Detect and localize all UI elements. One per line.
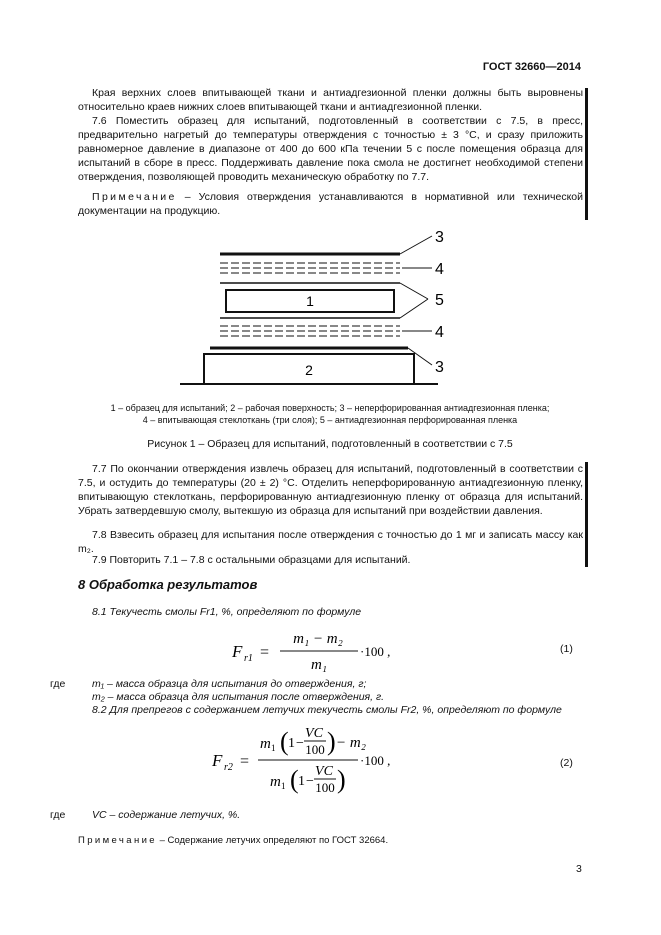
eq2-num-minus: −: [296, 736, 304, 751]
m1-definition: m₁ – масса образца для испытания до отверждения, г;: [92, 678, 367, 690]
revision-bar-top: [585, 88, 588, 220]
sample-label: 1: [306, 293, 314, 309]
eq2-num-m1-sub: 1: [271, 743, 276, 753]
eq2-den-minus: −: [306, 774, 314, 789]
eq1-lhs-sub: r1: [244, 653, 253, 664]
eq2-num-minus-m2: − m₂: [336, 735, 366, 751]
eq2-den-vc: VC: [315, 764, 333, 779]
eq2-den-rparen: ): [337, 765, 346, 794]
figure-1-diagram: [170, 222, 470, 387]
eq2-lhs: F: [212, 751, 223, 770]
eq2-num-rparen: ): [327, 727, 336, 756]
paragraph-7-9: 7.9 Повторить 7.1 – 7.8 с остальными образцами для испытаний.: [92, 554, 411, 566]
equation-1-number: (1): [560, 643, 573, 655]
eq2-den-m1-sub: 1: [281, 781, 286, 791]
eq1-lhs: F: [232, 642, 243, 661]
eq2-den-hundred: 100: [315, 780, 335, 795]
eq2-den-lparen: (: [290, 765, 299, 794]
vc-definition: VC – содержание летучих, %.: [92, 809, 241, 821]
m2-definition: m₂ – масса образца для испытания после отверждения, г.: [92, 691, 385, 703]
callout-3-bottom: 3: [435, 359, 444, 376]
eq1-equals: =: [260, 644, 270, 661]
paragraph-edges: Края верхних слоев впитывающей ткани и антиадгезионной пленки должны быть выровнены относительно краев нижних слоев впитывающей ткани и антиадгезионной пленки.: [78, 87, 583, 113]
paragraph-8-1: 8.1 Текучесть смолы Fr1, %, определяют по формуле: [92, 606, 362, 618]
eq2-num-one: 1: [288, 736, 295, 751]
revision-bar-bottom: [585, 462, 588, 567]
callout-numbers: [435, 229, 444, 376]
eq2-mult: ·100 ,: [360, 753, 391, 768]
equation-2-number: (2): [560, 757, 573, 769]
note-2: [78, 834, 388, 848]
eq1-numerator: m₁ − m₂: [293, 631, 343, 647]
eq2-num-lparen: (: [280, 727, 289, 756]
formula-1: [230, 625, 390, 675]
note-1-text: – Условия отверждения устанавливаются в нормативной или технической документации на продукцию.: [78, 191, 583, 217]
surface-label: 2: [305, 362, 313, 378]
eq2-num-m1: m: [260, 736, 271, 752]
eq2-num-vc: VC: [305, 726, 323, 741]
figure-legend: [60, 402, 600, 426]
callout-3-top: 3: [435, 229, 444, 246]
note-2-text: – Содержание летучих определяют по ГОСТ 32664.: [157, 835, 389, 846]
bottom-fabric-layers: [220, 326, 400, 336]
eq1-mult: ·100 ,: [360, 644, 390, 659]
eq2-lhs-sub: r2: [224, 762, 233, 773]
section-8-title: 8 Обработка результатов: [78, 577, 258, 592]
standard-header: ГОСТ 32660—2014: [482, 61, 581, 73]
eq2-den-m1: m: [270, 774, 281, 790]
callout-4-top: 4: [435, 261, 444, 278]
leader-lines: [400, 236, 432, 365]
eq2-den-one: 1: [298, 774, 305, 789]
formula-2: [210, 720, 400, 802]
paragraph-7-7: 7.7 По окончании отверждения извлечь образец для испытаний, подготовленный в соответствии с 7.5, и остудить до температуры (20 ± 2) °С. Отделить неперфорированную антиадгезионную пленку, впитывающую стеклоткань, перфорированную антиадгезионную пленку от образца для испытаний. Убрать затвердевшую смолу, вытекшую из образца для испытаний при воздействии давления.: [78, 463, 583, 517]
paragraph-8-2: 8.2 Для препрегов с содержанием летучих текучесть смолы Fr2, %, определяют по формуле: [92, 704, 562, 716]
legend-line-2: 4 – впитывающая стеклоткань (три слоя); 5 – антиадгезионная перфорированная пленка: [142, 415, 518, 425]
paragraph-7-6: 7.6 Поместить образец для испытаний, подготовленный в соответствии с 7.5, в пресс, предварительно нагретый до температуры отверждения с точностью ± 3 °С, и сразу приложить равномерное давление в диапазоне от 400 до 600 кПа течении 5 с после помещения образца для испытаний в сборе в пресс. Поддерживать давление пока смола не достигнет необходимой степени отверждения, позволяющей проводить механическую обработку по 7.7.: [78, 115, 583, 183]
figure-caption: Рисунок 1 – Образец для испытаний, подготовленный в соответствии с 7.5: [147, 438, 513, 450]
where-1: где: [50, 678, 66, 690]
callout-5: 5: [435, 292, 444, 309]
eq2-num-hundred: 100: [305, 742, 325, 757]
eq2-equals: =: [240, 753, 250, 770]
paragraph-7-8: 7.8 Взвесить образец для испытания после отверждения с точностью до 1 мг и записать массу как m₂.: [78, 529, 583, 555]
page-number: 3: [576, 863, 582, 875]
top-fabric-layers: [220, 263, 400, 273]
note-2-label: Примечание: [78, 835, 157, 846]
note-1-label: Примечание: [92, 191, 177, 203]
note-1: [78, 190, 583, 218]
where-2: где: [50, 809, 66, 821]
callout-4-bottom: 4: [435, 324, 444, 341]
eq1-denominator: m₁: [310, 657, 328, 673]
legend-line-1: 1 – образец для испытаний; 2 – рабочая поверхность; 3 – неперфорированная антиадгезионная пленка;: [110, 403, 550, 413]
